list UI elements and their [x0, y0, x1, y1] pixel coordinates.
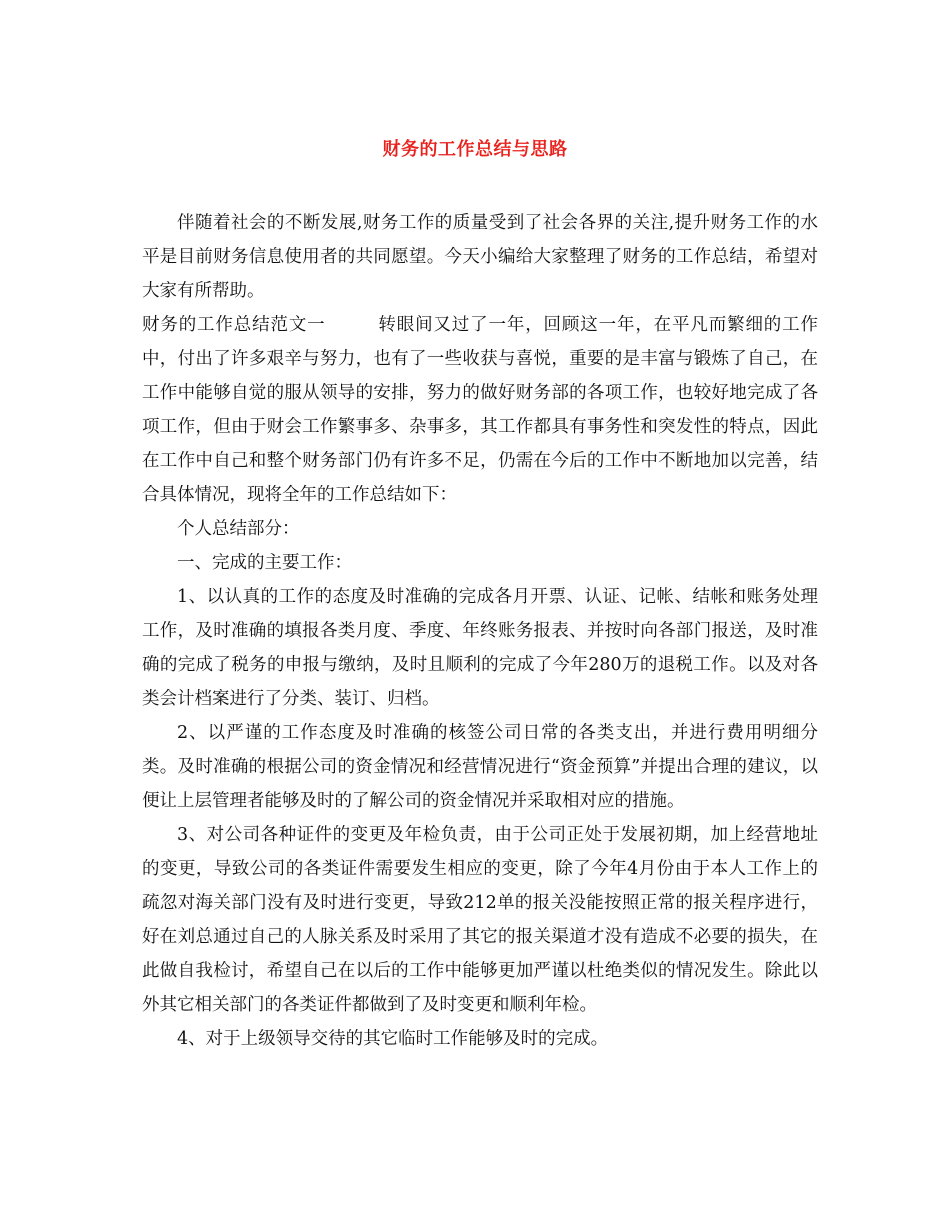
- list-item-4: 4、对于上级领导交待的其它临时工作能够及时的完成。: [177, 1029, 609, 1049]
- sample-heading: 财务的工作总结范文一: [142, 315, 326, 335]
- sample-paragraph: [142, 308, 818, 512]
- document-body: [142, 206, 818, 1056]
- subsection-label: 一、完成的主要工作：: [177, 553, 352, 573]
- section-label: 个人总结部分：: [177, 519, 300, 539]
- sample-body: 转眼间又过了一年，回顾这一年，在平凡而繁细的工作中，付出了许多艰辛与努力，也有了一些收获与喜悦，重要的是丰富与锻炼了自己，在工作中能够自觉的服从领导的安排，努力的做好财务部的各项工作，也较好地完成了各项工作，但由于财会工作繁事多、杂事多，其工作都具有事务性和突发性的特点，因此在工作中自己和整个财务部门仍有许多不足，仍需在今后的工作中不断地加以完善，结合具体情况，现将全年的工作总结如下：: [142, 315, 819, 505]
- list-item-3: 3、对公司各种证件的变更及年检负责，由于公司正处于发展初期，加上经营地址的变更，导致公司的各类证件需要发生相应的变更，除了今年4月份由于本人工作上的疏忽对海关部门没有及时进行变更，导致212单的报关没能按照正常的报关程序进行，好在刘总通过自己的人脉关系及时采用了其它的报关渠道才没有造成不必要的损失，在此做自我检讨，希望自己在以后的工作中能够更加严谨以杜绝类似的情况发生。除此以外其它相关部门的各类证件都做到了及时变更和顺利年检。: [142, 825, 818, 1015]
- list-item-1: 1、以认真的工作的态度及时准确的完成各月开票、认证、记帐、结帐和账务处理工作，及时准确的填报各类月度、季度、年终账务报表、并按时向各部门报送，及时准确的完成了税务的申报与缴纳，及时且顺利的完成了今年280万的退税工作。以及对各类会计档案进行了分类、装订、归档。: [142, 587, 818, 709]
- list-item-2: 2、以严谨的工作态度及时准确的核签公司日常的各类支出，并进行费用明细分类。及时准确的根据公司的资金情况和经营情况进行“资金预算”并提出合理的建议，以便让上层管理者能够及时的了解公司的资金情况并采取相对应的措施。: [142, 723, 818, 811]
- intro-paragraph: 伴随着社会的不断发展,财务工作的质量受到了社会各界的关注,提升财务工作的水平是目前财务信息使用者的共同愿望。今天小编给大家整理了财务的工作总结，希望对大家有所帮助。: [142, 213, 818, 301]
- document-title: 财务的工作总结与思路: [382, 139, 568, 160]
